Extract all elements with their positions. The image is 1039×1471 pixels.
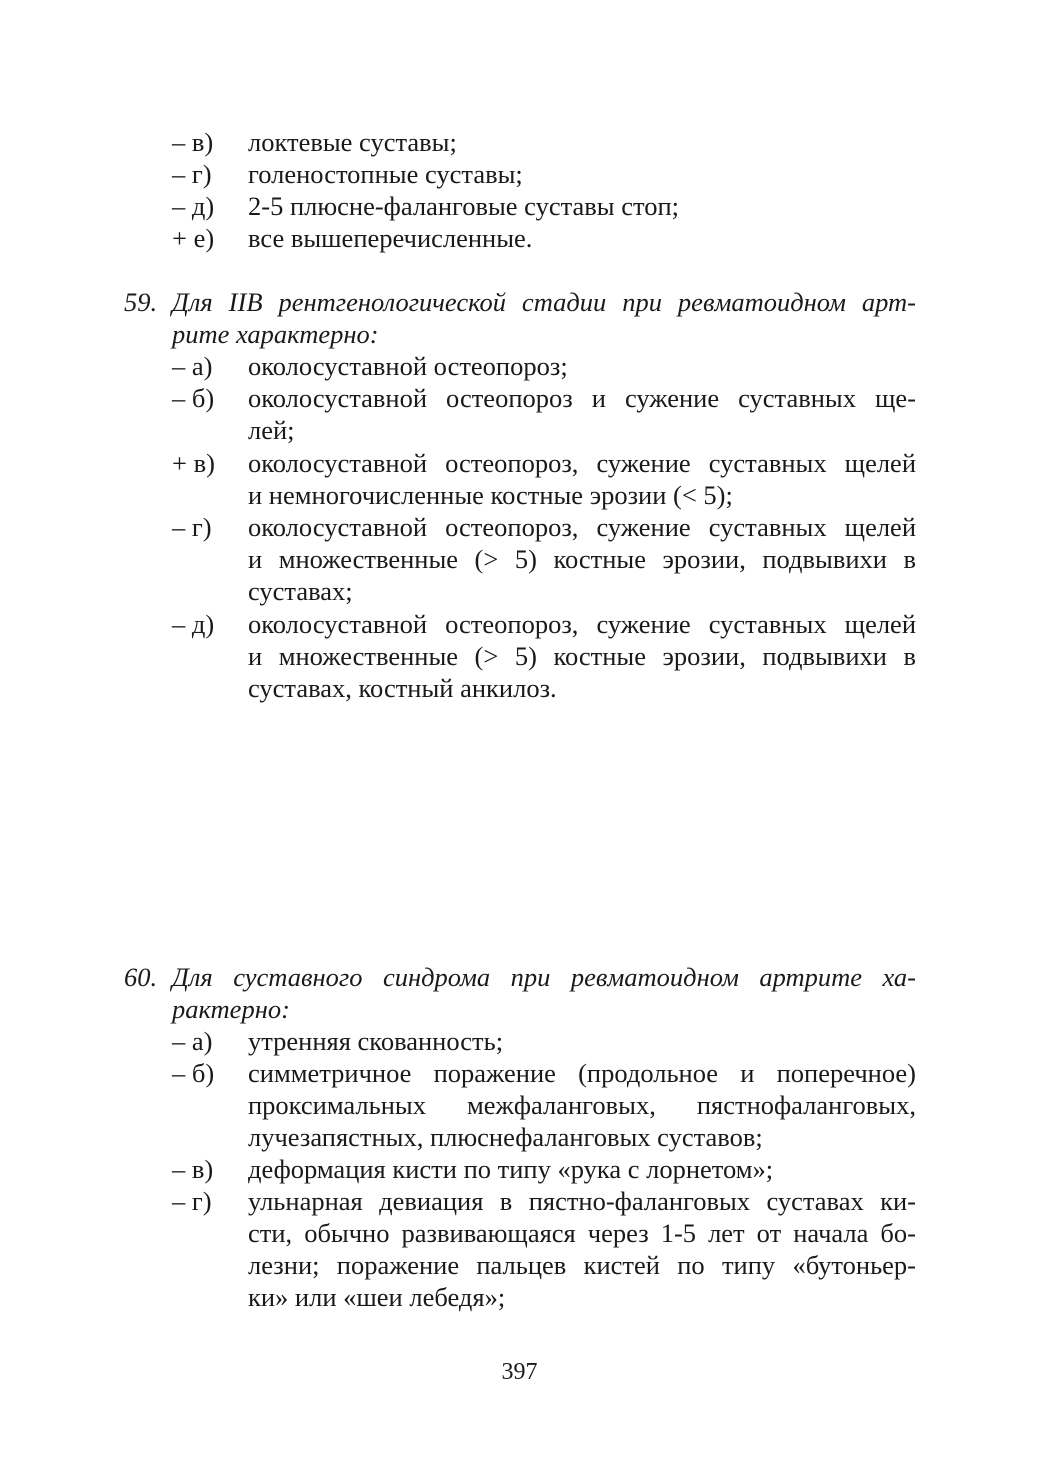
option-text: ульнарная девиация в пястно-фаланговых суставах ки- [248, 1186, 916, 1216]
option-text: все вышеперечисленные. [248, 223, 533, 253]
option-text: деформация кисти по типу «рука с лорнетом»; [248, 1154, 774, 1184]
option-mark: – а) [172, 351, 213, 381]
option-mark: + в) [172, 448, 215, 478]
option-text: околосуставной остеопороз и сужение суставных ще- [248, 383, 916, 413]
question-number: 60. [124, 962, 158, 992]
option-mark: – г) [172, 1186, 212, 1216]
option-mark: – д) [172, 191, 215, 221]
option-text: локтевые суставы; [248, 127, 457, 157]
option-text: и множественные (> 5) костные эрозии, подвывихи в [248, 641, 916, 671]
option-text: суставах, костный анкилоз. [248, 673, 557, 703]
option-mark: + е) [172, 223, 215, 253]
option-text: околосуставной остеопороз, сужение суставных щелей [248, 609, 916, 639]
option-mark: – д) [172, 609, 215, 639]
option-text: сти, обычно развивающаяся через 1-5 лет от начала бо- [248, 1218, 916, 1248]
option-mark: – в) [172, 127, 214, 157]
option-mark: – а) [172, 1026, 213, 1056]
option-text: и множественные (> 5) костные эрозии, подвывихи в [248, 544, 916, 574]
option-text: лей; [248, 415, 295, 445]
option-text: голеностопные суставы; [248, 159, 523, 189]
option-text: суставах; [248, 576, 353, 606]
option-text: лезни; поражение пальцев кистей по типу «бутоньер- [248, 1250, 916, 1280]
option-text: и немногочисленные костные эрозии (< 5); [248, 480, 733, 510]
option-mark: – б) [172, 383, 215, 413]
option-text: околосуставной остеопороз; [248, 351, 568, 381]
option-text: ки» или «шеи лебедя»; [248, 1282, 506, 1312]
question-text-line: рактерно: [172, 994, 290, 1024]
option-text: утренняя скованность; [248, 1026, 504, 1056]
option-text: проксимальных межфаланговых, пястнофаланговых, [248, 1090, 916, 1120]
option-text: 2-5 плюсне-фаланговые суставы стоп; [248, 191, 680, 221]
question-text-line: Для суставного синдрома при ревматоидном артрите ха- [172, 962, 916, 992]
option-text: лучезапястных, плюснефаланговых суставов; [248, 1122, 763, 1152]
option-mark: – б) [172, 1058, 215, 1088]
option-mark: – г) [172, 512, 212, 542]
option-text: околосуставной остеопороз, сужение суставных щелей [248, 448, 916, 478]
option-mark: – в) [172, 1154, 214, 1184]
option-mark: – г) [172, 159, 212, 189]
question-number: 59. [124, 287, 158, 317]
page-number: 397 [501, 1359, 538, 1385]
question-text-line: рите характерно: [172, 319, 379, 349]
option-text: симметричное поражение (продольное и поперечное) [248, 1058, 916, 1088]
question-text-line: Для IIВ рентгенологической стадии при ревматоидном арт- [172, 287, 916, 317]
option-text: околосуставной остеопороз, сужение суставных щелей [248, 512, 916, 542]
